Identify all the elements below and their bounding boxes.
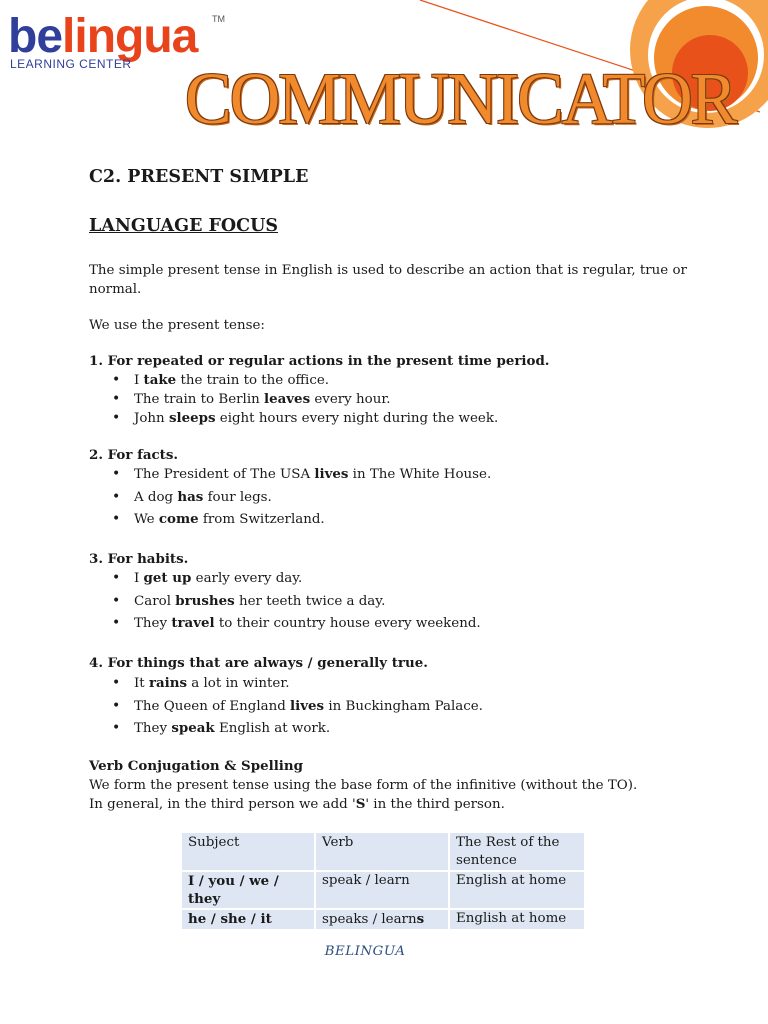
list-item: • A dog has four legs. [112, 486, 491, 509]
list-item: • The Queen of England lives in Buckingham Palace. [112, 695, 483, 718]
we-use-text: We use the present tense: [89, 318, 265, 333]
conjugation-table [180, 831, 586, 931]
language-focus-heading: LANGUAGE FOCUS [89, 216, 278, 236]
table-cell-subject: he / she / it [182, 910, 314, 929]
table-header-rest: The Rest of the sentence [450, 833, 584, 870]
table-row [182, 872, 584, 908]
list-item: • We come from Switzerland. [112, 508, 491, 531]
communicator-title: COMMUNICATOR [185, 59, 736, 140]
table-header-subject: Subject [182, 833, 314, 870]
use-list-1 [112, 371, 498, 428]
intro-line-1: The simple present tense in English is used to describe an action that is regular, true or [89, 263, 687, 278]
list-item: • They travel to their country house every weekend. [112, 612, 481, 635]
list-item: • John sleeps eight hours every night during the week. [112, 409, 498, 428]
list-item: • It rains a lot in winter. [112, 672, 483, 695]
list-item: • The President of The USA lives in The White House. [112, 463, 491, 486]
table-row [182, 910, 584, 929]
use-heading-2: 2. For facts. [89, 447, 179, 463]
use-heading-1: 1. For repeated or regular actions in the present time period. [89, 353, 550, 369]
table-cell-rest: English at home [450, 910, 584, 929]
conjugation-line-1: We form the present tense using the base form of the infinitive (without the TO). [89, 778, 638, 793]
use-heading-4: 4. For things that are always / generally true. [89, 655, 428, 671]
list-item: • They speak English at work. [112, 717, 483, 740]
use-heading-3: 3. For habits. [89, 551, 189, 567]
table-cell-verb: speak / learn [316, 872, 448, 908]
list-item: • The train to Berlin leaves every hour. [112, 390, 498, 409]
conjugation-heading: Verb Conjugation & Spelling [89, 758, 303, 774]
table-header-verb: Verb [316, 833, 448, 870]
use-list-3 [112, 567, 481, 635]
table-header-row [182, 833, 584, 870]
section-title: C2. PRESENT SIMPLE [89, 167, 309, 187]
intro-line-2: normal. [89, 282, 142, 297]
logo-subtitle: LEARNING CENTER [10, 57, 132, 71]
list-item: • I take the train to the office. [112, 371, 498, 390]
list-item: • Carol brushes her teeth twice a day. [112, 590, 481, 613]
table-cell-verb: speaks / learns [316, 910, 448, 929]
use-list-2 [112, 463, 491, 531]
use-list-4 [112, 672, 483, 740]
conjugation-line-2: In general, in the third person we add 'S' in the third person. [89, 796, 505, 812]
table-cell-rest: English at home [450, 872, 584, 908]
table-cell-subject: I / you / we / they [182, 872, 314, 908]
footer-brand: BELINGUA [324, 944, 406, 959]
trademark-mark: TM [212, 14, 225, 24]
list-item: • I get up early every day. [112, 567, 481, 590]
belingua-logo: belingua [8, 10, 198, 63]
